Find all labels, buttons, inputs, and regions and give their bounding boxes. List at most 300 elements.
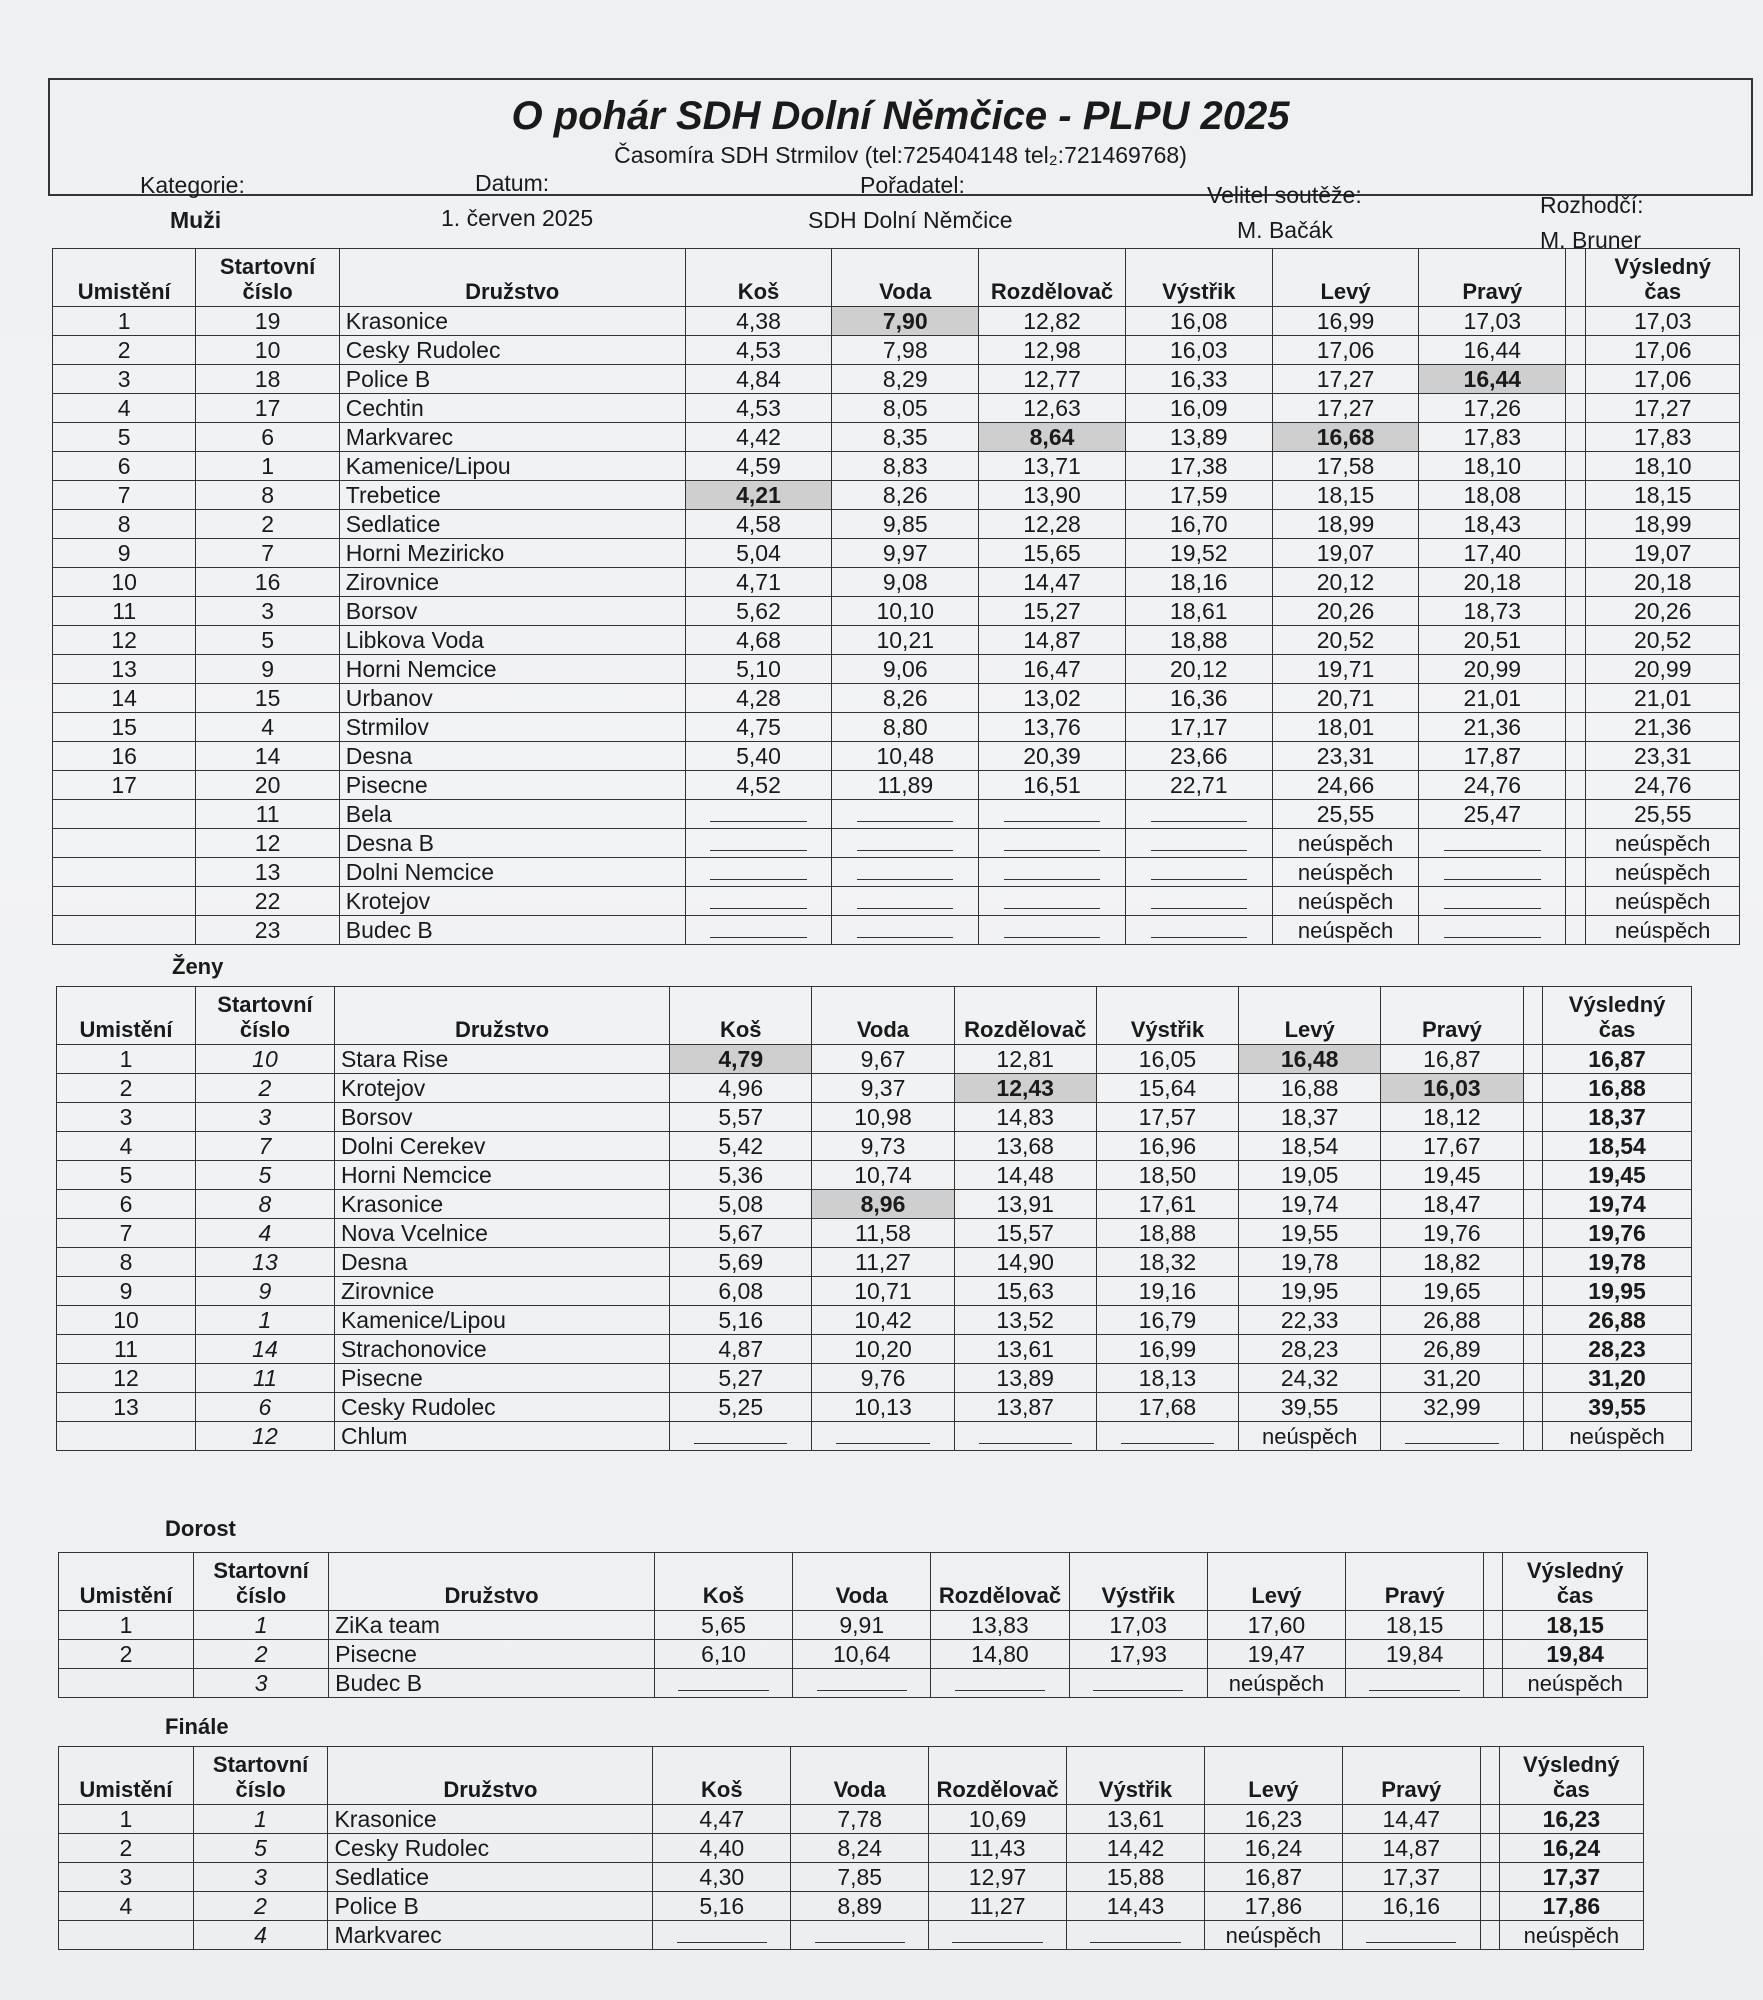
vystrik-time-cell: 18,61: [1125, 597, 1272, 626]
place-cell: 1: [53, 307, 196, 336]
blank-line: [1004, 836, 1100, 851]
empty-time-cell: [979, 829, 1126, 858]
vystrik-time-cell: 15,64: [1096, 1074, 1238, 1103]
kos-time-cell: 4,30: [653, 1863, 791, 1892]
rozd-time-cell: 15,57: [954, 1219, 1096, 1248]
column-header-final-line1: Výsledný: [1614, 254, 1712, 279]
blank-line: [1121, 1429, 1214, 1444]
column-header-place: Umistění: [57, 987, 196, 1045]
vystrik-time-cell: 23,66: [1125, 742, 1272, 771]
blank-line: [1004, 894, 1100, 909]
place-cell: 7: [57, 1219, 196, 1248]
levy-time-cell: 19,07: [1272, 539, 1419, 568]
final-time-cell: 17,27: [1586, 394, 1740, 423]
levy-time-cell: 17,27: [1272, 365, 1419, 394]
pravy-time-cell: 32,99: [1381, 1393, 1523, 1422]
pravy-time-cell: 31,20: [1381, 1364, 1523, 1393]
vystrik-time-cell: 16,09: [1125, 394, 1272, 423]
blank-line: [710, 865, 806, 880]
table-row: [53, 829, 1740, 858]
team-name-cell: Cesky Rudolec: [339, 336, 685, 365]
team-name-cell: Police B: [328, 1892, 653, 1921]
column-header-vystrik: Výstřik: [1096, 987, 1238, 1045]
column-separator: [1566, 597, 1586, 626]
team-name-cell: Pisecne: [329, 1640, 655, 1669]
start-number-cell: 11: [196, 800, 339, 829]
table-header-row: [59, 1747, 1644, 1805]
results-table-finale: [58, 1746, 1644, 1950]
pravy-time-cell: 18,12: [1381, 1103, 1523, 1132]
place-cell: 10: [57, 1306, 196, 1335]
column-header-kos: Koš: [670, 987, 812, 1045]
final-time-cell: 17,37: [1499, 1863, 1643, 1892]
final-time-cell: neúspěch: [1503, 1669, 1648, 1698]
start-number-cell: 6: [195, 1393, 334, 1422]
voda-time-cell: 9,97: [832, 539, 979, 568]
final-time-cell: 18,37: [1543, 1103, 1692, 1132]
empty-time-cell: [685, 829, 832, 858]
pravy-time-cell: 16,44: [1419, 336, 1566, 365]
column-header-team: Družstvo: [329, 1553, 655, 1611]
final-time-cell: 19,45: [1543, 1161, 1692, 1190]
rozd-time-cell: 14,87: [979, 626, 1126, 655]
table-row: [57, 1219, 1692, 1248]
place-cell: 5: [57, 1161, 196, 1190]
column-header-levy: Levý: [1207, 1553, 1345, 1611]
vystrik-time-cell: 16,70: [1125, 510, 1272, 539]
table-row: [57, 1190, 1692, 1219]
start-number-cell: 1: [194, 1611, 329, 1640]
column-header-rozdelovac: Rozdělovač: [954, 987, 1096, 1045]
column-header-start-line1: Startovní: [219, 254, 316, 279]
fail-cell: neúspěch: [1239, 1422, 1381, 1451]
rozd-time-cell: 12,81: [954, 1045, 1096, 1074]
levy-time-cell: 39,55: [1239, 1393, 1381, 1422]
rozd-time-cell: 10,69: [929, 1805, 1067, 1834]
rozd-time-cell: 12,77: [979, 365, 1126, 394]
start-number-cell: 5: [195, 1161, 334, 1190]
voda-time-cell: 7,85: [791, 1863, 929, 1892]
organizer-block: [808, 172, 1013, 234]
levy-time-cell: 18,01: [1272, 713, 1419, 742]
place-cell: 4: [59, 1892, 194, 1921]
place-cell: 3: [59, 1863, 194, 1892]
table-row: [57, 1422, 1692, 1451]
kos-time-cell: 4,87: [670, 1335, 812, 1364]
column-header-start-number: [195, 987, 334, 1045]
levy-time-cell: 23,31: [1272, 742, 1419, 771]
vystrik-time-cell: 22,71: [1125, 771, 1272, 800]
blank-line: [694, 1429, 787, 1444]
pravy-time-cell: 26,88: [1381, 1306, 1523, 1335]
levy-time-cell: 18,15: [1272, 481, 1419, 510]
column-separator: [1523, 1277, 1543, 1306]
vystrik-time-cell: 16,08: [1125, 307, 1272, 336]
column-header-start-number: [196, 249, 339, 307]
voda-time-cell: 10,42: [812, 1306, 954, 1335]
results-table-zeny: [56, 986, 1692, 1451]
table-header-row: [59, 1553, 1648, 1611]
start-number-cell: 1: [193, 1805, 328, 1834]
fail-cell: neúspěch: [1272, 916, 1419, 945]
column-separator: [1523, 987, 1543, 1045]
empty-time-cell: [670, 1422, 812, 1451]
blank-line: [1004, 923, 1100, 938]
table-row: [53, 336, 1740, 365]
empty-time-cell: [1125, 887, 1272, 916]
column-header-start-line1: Startovní: [212, 1752, 309, 1777]
levy-time-cell: 16,88: [1239, 1074, 1381, 1103]
column-separator: [1523, 1103, 1543, 1132]
final-time-cell: 19,74: [1543, 1190, 1692, 1219]
column-separator: [1480, 1892, 1499, 1921]
column-separator: [1566, 713, 1586, 742]
vystrik-time-cell: 19,52: [1125, 539, 1272, 568]
final-time-cell: neúspěch: [1586, 916, 1740, 945]
kos-time-cell: 6,08: [670, 1277, 812, 1306]
organizer-label: Pořadatel:: [860, 172, 965, 198]
place-cell: 9: [57, 1277, 196, 1306]
final-time-cell: 19,78: [1543, 1248, 1692, 1277]
column-header-voda: Voda: [832, 249, 979, 307]
vystrik-time-cell: 16,99: [1096, 1335, 1238, 1364]
empty-time-cell: [812, 1422, 954, 1451]
voda-time-cell: [832, 800, 979, 829]
column-separator: [1523, 1161, 1543, 1190]
table-row: [59, 1921, 1644, 1950]
rozd-time-cell: 14,83: [954, 1103, 1096, 1132]
table-row: [53, 510, 1740, 539]
blank-line: [857, 923, 953, 938]
column-separator: [1566, 249, 1586, 307]
rozd-time-cell: 15,63: [954, 1277, 1096, 1306]
vystrik-time-cell: 18,88: [1125, 626, 1272, 655]
empty-time-cell: [1067, 1921, 1205, 1950]
start-number-cell: 8: [196, 481, 339, 510]
vystrik-time-cell: 16,96: [1096, 1132, 1238, 1161]
team-name-cell: Dolni Nemcice: [339, 858, 685, 887]
team-name-cell: Kamenice/Lipou: [339, 452, 685, 481]
table-row: [53, 481, 1740, 510]
column-separator: [1523, 1132, 1543, 1161]
voda-time-cell: 8,29: [832, 365, 979, 394]
blank-line: [1151, 923, 1247, 938]
rozd-time-cell: 14,80: [931, 1640, 1069, 1669]
final-time-cell: neúspěch: [1499, 1921, 1643, 1950]
blank-line: [710, 836, 806, 851]
column-header-final-time: [1499, 1747, 1643, 1805]
start-number-cell: 8: [195, 1190, 334, 1219]
voda-time-cell: 8,96: [812, 1190, 954, 1219]
empty-time-cell: [1419, 829, 1566, 858]
voda-time-cell: 9,67: [812, 1045, 954, 1074]
levy-time-cell: 20,12: [1272, 568, 1419, 597]
column-header-team: Družstvo: [328, 1747, 653, 1805]
rozd-time-cell: 16,47: [979, 655, 1126, 684]
empty-time-cell: [1419, 858, 1566, 887]
empty-time-cell: [832, 887, 979, 916]
voda-time-cell: 10,13: [812, 1393, 954, 1422]
results-table-muzi: [52, 248, 1740, 945]
column-separator: [1480, 1834, 1499, 1863]
empty-time-cell: [929, 1921, 1067, 1950]
blank-line: [857, 865, 953, 880]
team-name-cell: Libkova Voda: [339, 626, 685, 655]
kos-time-cell: 4,47: [653, 1805, 791, 1834]
vystrik-time-cell: 17,17: [1125, 713, 1272, 742]
team-name-cell: Sedlatice: [339, 510, 685, 539]
table-row: [53, 655, 1740, 684]
levy-time-cell: 16,68: [1272, 423, 1419, 452]
team-name-cell: Krasonice: [334, 1190, 669, 1219]
column-separator: [1566, 742, 1586, 771]
category-value: Muži: [170, 207, 222, 233]
column-separator: [1566, 916, 1586, 945]
column-header-place: Umistění: [59, 1553, 194, 1611]
blank-line: [857, 894, 953, 909]
place-cell: 2: [59, 1640, 194, 1669]
team-name-cell: Zirovnice: [339, 568, 685, 597]
kos-time-cell: 5,16: [670, 1306, 812, 1335]
start-number-cell: 9: [195, 1277, 334, 1306]
levy-time-cell: 17,58: [1272, 452, 1419, 481]
table-row: [57, 1161, 1692, 1190]
table-row: [59, 1834, 1644, 1863]
empty-time-cell: [931, 1669, 1069, 1698]
start-number-cell: 11: [195, 1364, 334, 1393]
rozd-time-cell: 12,28: [979, 510, 1126, 539]
kos-time-cell: 4,71: [685, 568, 832, 597]
final-time-cell: 17,83: [1586, 423, 1740, 452]
blank-line: [710, 923, 806, 938]
vystrik-time-cell: 13,61: [1067, 1805, 1205, 1834]
column-header-start-line2: číslo: [235, 1777, 286, 1802]
column-separator: [1523, 1074, 1543, 1103]
pravy-time-cell: 16,44: [1419, 365, 1566, 394]
table-row: [53, 365, 1740, 394]
column-separator: [1523, 1306, 1543, 1335]
table-header-row: [53, 249, 1740, 307]
place-cell: 11: [57, 1335, 196, 1364]
blank-line: [710, 807, 806, 822]
column-header-kos: Koš: [653, 1747, 791, 1805]
blank-line: [1369, 1676, 1459, 1691]
team-name-cell: Strachonovice: [334, 1335, 669, 1364]
start-number-cell: 19: [196, 307, 339, 336]
voda-time-cell: 10,20: [812, 1335, 954, 1364]
place-cell: [53, 800, 196, 829]
kos-time-cell: 5,65: [654, 1611, 792, 1640]
levy-time-cell: 18,54: [1239, 1132, 1381, 1161]
pravy-time-cell: 16,87: [1381, 1045, 1523, 1074]
start-number-cell: 18: [196, 365, 339, 394]
final-time-cell: 26,88: [1543, 1306, 1692, 1335]
start-number-cell: 1: [195, 1306, 334, 1335]
empty-time-cell: [832, 858, 979, 887]
kos-time-cell: 5,16: [653, 1892, 791, 1921]
start-number-cell: 23: [196, 916, 339, 945]
rozd-time-cell: 14,48: [954, 1161, 1096, 1190]
vystrik-time-cell: 17,38: [1125, 452, 1272, 481]
column-header-final-line1: Výsledný: [1568, 992, 1666, 1017]
rozd-time-cell: 12,63: [979, 394, 1126, 423]
voda-time-cell: 11,27: [812, 1248, 954, 1277]
empty-time-cell: [791, 1921, 929, 1950]
rozd-time-cell: 20,39: [979, 742, 1126, 771]
levy-time-cell: 18,99: [1272, 510, 1419, 539]
pravy-time-cell: 18,15: [1346, 1611, 1484, 1640]
section-label-finale: Finále: [165, 1714, 229, 1739]
rozd-time-cell: 11,27: [929, 1892, 1067, 1921]
place-cell: 15: [53, 713, 196, 742]
column-header-team: Družstvo: [339, 249, 685, 307]
team-name-cell: Horni Nemcice: [334, 1161, 669, 1190]
place-cell: 1: [59, 1611, 194, 1640]
pravy-time-cell: 16,16: [1342, 1892, 1480, 1921]
column-separator: [1566, 568, 1586, 597]
vystrik-time-cell: 13,89: [1125, 423, 1272, 452]
kos-time-cell: 5,67: [670, 1219, 812, 1248]
start-number-cell: 14: [195, 1335, 334, 1364]
empty-time-cell: [1125, 916, 1272, 945]
blank-line: [1090, 1928, 1180, 1943]
date-label: Datum:: [475, 170, 550, 196]
blank-line: [1004, 865, 1100, 880]
voda-time-cell: 9,76: [812, 1364, 954, 1393]
pravy-time-cell: 17,87: [1419, 742, 1566, 771]
empty-time-cell: [685, 887, 832, 916]
kos-time-cell: [685, 800, 832, 829]
kos-time-cell: 4,59: [685, 452, 832, 481]
team-name-cell: Krotejov: [334, 1074, 669, 1103]
team-name-cell: Markvarec: [339, 423, 685, 452]
table-row: [53, 452, 1740, 481]
final-time-cell: 20,26: [1586, 597, 1740, 626]
place-cell: 5: [53, 423, 196, 452]
start-number-cell: 15: [196, 684, 339, 713]
pravy-time-cell: 26,89: [1381, 1335, 1523, 1364]
pravy-time-cell: 19,45: [1381, 1161, 1523, 1190]
voda-time-cell: 11,89: [832, 771, 979, 800]
team-name-cell: Horni Nemcice: [339, 655, 685, 684]
voda-time-cell: 11,58: [812, 1219, 954, 1248]
start-number-cell: 13: [195, 1248, 334, 1277]
place-cell: [59, 1921, 194, 1950]
start-number-cell: 4: [196, 713, 339, 742]
column-header-kos: Koš: [685, 249, 832, 307]
team-name-cell: Dolni Cerekev: [334, 1132, 669, 1161]
place-cell: 2: [57, 1074, 196, 1103]
empty-time-cell: [685, 916, 832, 945]
place-cell: 10: [53, 568, 196, 597]
vystrik-time-cell: 16,05: [1096, 1045, 1238, 1074]
place-cell: 2: [59, 1834, 194, 1863]
start-number-cell: 12: [195, 1422, 334, 1451]
start-number-cell: 3: [193, 1863, 328, 1892]
levy-time-cell: 24,32: [1239, 1364, 1381, 1393]
final-time-cell: 20,52: [1586, 626, 1740, 655]
column-separator: [1566, 655, 1586, 684]
levy-time-cell: 20,52: [1272, 626, 1419, 655]
section-label-zeny: Ženy: [172, 954, 224, 979]
final-time-cell: 17,06: [1586, 365, 1740, 394]
place-cell: 9: [53, 539, 196, 568]
column-separator: [1523, 1190, 1543, 1219]
rozd-time-cell: 13,71: [979, 452, 1126, 481]
team-name-cell: Borsov: [334, 1103, 669, 1132]
column-header-levy: Levý: [1204, 1747, 1342, 1805]
column-header-start-line2: číslo: [236, 1583, 287, 1608]
column-header-final-line2: čas: [1556, 1583, 1594, 1608]
blank-line: [815, 1928, 905, 1943]
empty-time-cell: [979, 858, 1126, 887]
column-header-voda: Voda: [793, 1553, 931, 1611]
column-header-vystrik: Výstřik: [1067, 1747, 1205, 1805]
column-header-levy: Levý: [1272, 249, 1419, 307]
place-cell: 16: [53, 742, 196, 771]
empty-time-cell: [685, 858, 832, 887]
final-time-cell: 25,55: [1586, 800, 1740, 829]
table-row: [53, 423, 1740, 452]
team-name-cell: Pisecne: [334, 1364, 669, 1393]
final-time-cell: 39,55: [1543, 1393, 1692, 1422]
vystrik-time-cell: 17,57: [1096, 1103, 1238, 1132]
place-cell: 12: [57, 1364, 196, 1393]
kos-time-cell: 4,53: [685, 394, 832, 423]
rozd-time-cell: 13,76: [979, 713, 1126, 742]
column-header-kos: Koš: [654, 1553, 792, 1611]
team-name-cell: Cesky Rudolec: [334, 1393, 669, 1422]
levy-time-cell: 19,05: [1239, 1161, 1381, 1190]
table-row: [57, 1335, 1692, 1364]
column-header-final-time: [1543, 987, 1692, 1045]
table-row: [57, 1393, 1692, 1422]
column-separator: [1566, 336, 1586, 365]
start-number-cell: 5: [193, 1834, 328, 1863]
place-cell: 3: [53, 365, 196, 394]
team-name-cell: Cesky Rudolec: [328, 1834, 653, 1863]
kos-time-cell: 4,84: [685, 365, 832, 394]
team-name-cell: Pisecne: [339, 771, 685, 800]
final-time-cell: 16,24: [1499, 1834, 1643, 1863]
column-header-start-number: [193, 1747, 328, 1805]
vystrik-time-cell: 17,03: [1069, 1611, 1207, 1640]
start-number-cell: 7: [195, 1132, 334, 1161]
final-time-cell: 18,10: [1586, 452, 1740, 481]
blank-line: [678, 1676, 768, 1691]
place-cell: [59, 1669, 194, 1698]
empty-time-cell: [979, 887, 1126, 916]
pravy-time-cell: 17,03: [1419, 307, 1566, 336]
place-cell: 1: [57, 1045, 196, 1074]
date-block: [441, 170, 594, 232]
column-separator: [1566, 481, 1586, 510]
rozd-time-cell: 13,02: [979, 684, 1126, 713]
pravy-time-cell: 20,51: [1419, 626, 1566, 655]
levy-time-cell: 17,86: [1204, 1892, 1342, 1921]
rozd-time-cell: [979, 800, 1126, 829]
table-row: [57, 1074, 1692, 1103]
levy-time-cell: 22,33: [1239, 1306, 1381, 1335]
team-name-cell: Markvarec: [328, 1921, 653, 1950]
referee-value: M. Bruner: [1540, 227, 1641, 253]
pravy-time-cell: 18,73: [1419, 597, 1566, 626]
start-number-cell: 2: [194, 1640, 329, 1669]
voda-time-cell: 8,05: [832, 394, 979, 423]
levy-time-cell: 16,23: [1204, 1805, 1342, 1834]
vystrik-time-cell: 16,03: [1125, 336, 1272, 365]
pravy-time-cell: 19,65: [1381, 1277, 1523, 1306]
